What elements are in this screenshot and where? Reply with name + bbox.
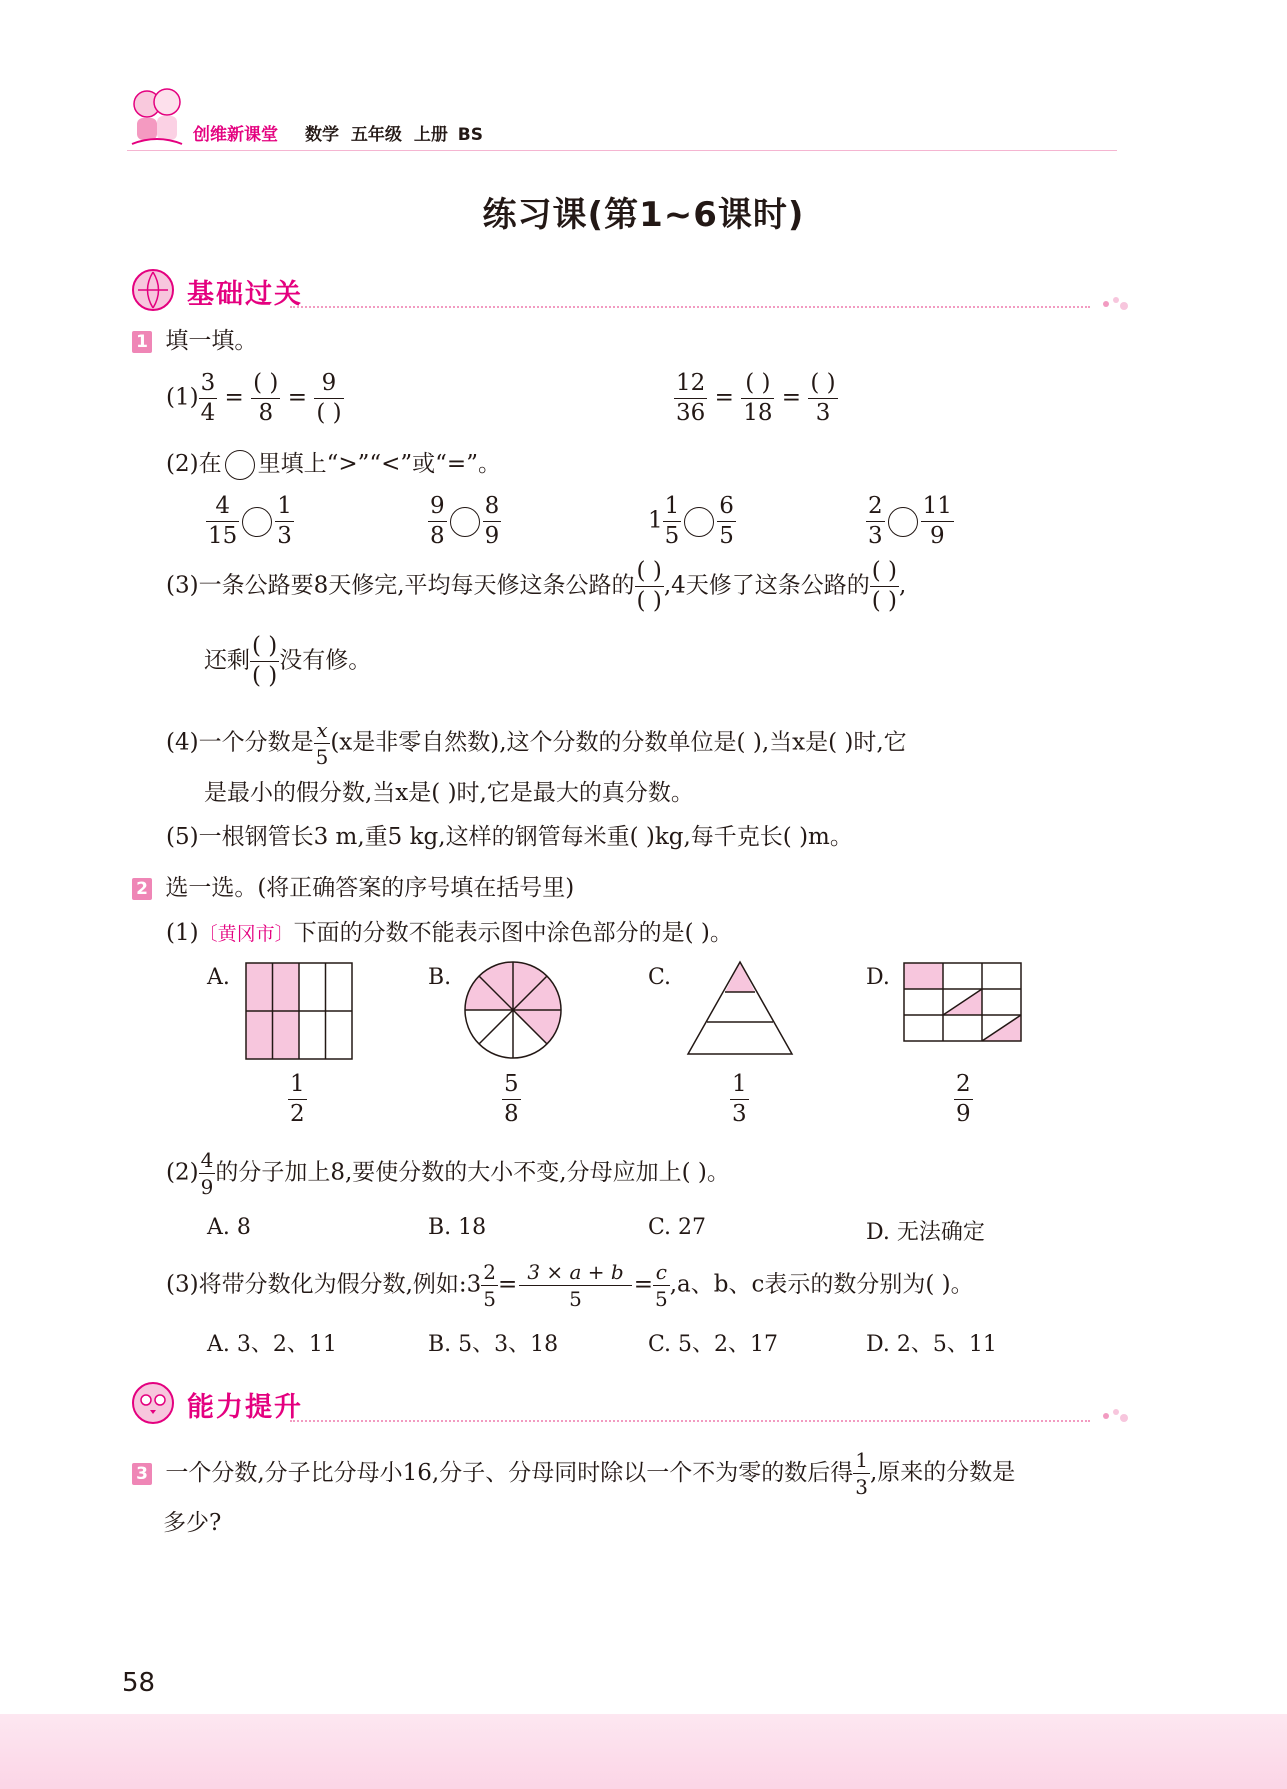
header-rule bbox=[127, 150, 1117, 151]
q1-part3-line1: (3)一条公路要8天修完,平均每天修这条公路的 $\frac{( )}{( )}$ ,4天修了这条公路的 $\frac{( )}{( )}$ , bbox=[166, 558, 907, 614]
dots-icon bbox=[1100, 294, 1130, 320]
q1-part5: (5)一根钢管长3 m,重5 kg,这样的钢管每米重( )kg,每千克长( )m。 bbox=[166, 824, 853, 850]
edition: BS bbox=[457, 125, 483, 145]
q1-part2-text: (2)在 里填上“>”“<”或“=”。 bbox=[166, 450, 501, 480]
header-logo bbox=[127, 82, 187, 152]
compare-circle[interactable] bbox=[888, 507, 918, 537]
section-title-basic: 基础过关 bbox=[187, 279, 303, 310]
fraction: $\frac{x}{5}$ bbox=[315, 718, 329, 769]
dots-icon bbox=[1100, 1406, 1130, 1432]
kids-mascot-icon bbox=[127, 82, 187, 152]
section-title-advanced: 能力提升 bbox=[187, 1392, 303, 1423]
q1-part4-line2: 是最小的假分数,当x是( )时,它是最大的真分数。 bbox=[204, 780, 694, 806]
blank-fraction[interactable]: $\frac{( )}{8}$ bbox=[253, 370, 279, 426]
section-divider-basic bbox=[290, 306, 1090, 308]
fraction: $\frac{3}{4}$ bbox=[200, 370, 216, 426]
blank-fraction[interactable]: $\frac{( )}{( )}$ bbox=[871, 558, 898, 614]
q2-p2-option-b[interactable]: B. 18 bbox=[428, 1215, 487, 1240]
owl-icon bbox=[130, 1380, 176, 1426]
q2-p2-option-d[interactable]: D. 无法确定 bbox=[866, 1220, 985, 1245]
question-label: 填一填。 bbox=[165, 328, 258, 354]
fraction: $\frac{1}{3}$ bbox=[855, 1448, 868, 1499]
circle-icon bbox=[225, 450, 255, 480]
q2-p3-option-c[interactable]: C. 5、2、17 bbox=[648, 1332, 779, 1357]
section-badge-basic bbox=[130, 267, 176, 319]
question-number: 2 bbox=[132, 878, 152, 900]
q2-part3: (3)将带分数化为假分数,例如:3 $\frac{2}{5}$ = $\frac{3 \times a + b}{5}$ = $\frac{c}{5}$ ,a、b、c表示的数分别为( )。 bbox=[166, 1260, 974, 1311]
q2-p2-option-c[interactable]: C. 27 bbox=[648, 1215, 707, 1240]
question-number: 3 bbox=[132, 1463, 152, 1485]
option-a-fraction: $\frac{1}{2}$ bbox=[290, 1071, 305, 1127]
compare-circle[interactable] bbox=[450, 507, 480, 537]
part-tag: (1) bbox=[166, 384, 199, 411]
brand-name: 创维新课堂 bbox=[193, 125, 278, 145]
blank-fraction[interactable]: $\frac{( )}{3}$ bbox=[810, 370, 836, 426]
fraction: $\frac{4}{9}$ bbox=[200, 1148, 214, 1199]
q2-p3-option-d[interactable]: D. 2、5、11 bbox=[866, 1332, 997, 1357]
question-label: 选一选。(将正确答案的序号填在括号里) bbox=[165, 875, 575, 901]
blank-fraction[interactable]: $\frac{( )}{( )}$ bbox=[252, 633, 278, 689]
page-number: 58 bbox=[122, 1668, 156, 1698]
source-tag: 〔黄冈市〕 bbox=[198, 923, 294, 945]
option-b-label[interactable]: B. bbox=[428, 965, 452, 990]
compare-3: 1 $\frac{1}{5}$ $\frac{6}{5}$ bbox=[648, 493, 734, 549]
figure-c-triangle bbox=[686, 960, 794, 1056]
option-d-label[interactable]: D. bbox=[866, 965, 890, 990]
q2-part1: (1)〔黄冈市〕下面的分数不能表示图中涂色部分的是( )。 bbox=[166, 920, 733, 946]
fraction: $\frac{12}{36}$ bbox=[676, 370, 706, 426]
figure-a-grid bbox=[245, 962, 353, 1060]
q2-part2: (2) $\frac{4}{9}$ 的分子加上8,要使分数的大小不变,分母应加上( )。 bbox=[166, 1148, 730, 1199]
grade: 五年级 bbox=[350, 125, 402, 145]
subject: 数学 bbox=[305, 125, 339, 145]
compare-circle[interactable] bbox=[684, 507, 714, 537]
option-c-label[interactable]: C. bbox=[648, 965, 672, 990]
figure-d-grid bbox=[903, 962, 1023, 1042]
q3-line2: 多少? bbox=[163, 1510, 222, 1536]
blank-fraction[interactable]: $\frac{( )}{( )}$ bbox=[636, 558, 662, 614]
q3-line1: 3 一个分数,分子比分母小16,分子、分母同时除以一个不为零的数后得 $\frac{1}{3}$ ,原来的分数是 bbox=[132, 1450, 1015, 1497]
blank-fraction[interactable]: $\frac{( )}{18}$ bbox=[743, 370, 773, 426]
option-d-fraction: $\frac{2}{9}$ bbox=[956, 1071, 971, 1127]
option-c-fraction: $\frac{1}{3}$ bbox=[732, 1071, 747, 1127]
figure-b-pie bbox=[463, 960, 563, 1060]
compare-1: $\frac{4}{15}$ $\frac{1}{3}$ bbox=[208, 493, 292, 549]
compare-2: $\frac{9}{8}$ $\frac{8}{9}$ bbox=[430, 493, 500, 549]
q2-p3-option-a[interactable]: A. 3、2、11 bbox=[207, 1332, 337, 1357]
section-badge-advanced bbox=[130, 1380, 176, 1432]
question-number: 1 bbox=[132, 331, 152, 353]
page-title: 练习课(第1~6课时) bbox=[482, 195, 805, 235]
blank-fraction[interactable]: $\frac{9}{( )}$ bbox=[316, 370, 342, 426]
footer-band bbox=[0, 1714, 1287, 1789]
q2-p3-option-b[interactable]: B. 5、3、18 bbox=[428, 1332, 559, 1357]
compare-circle[interactable] bbox=[242, 507, 272, 537]
q2-p2-option-a[interactable]: A. 8 bbox=[207, 1215, 251, 1240]
section-divider-advanced bbox=[290, 1420, 1090, 1422]
header-meta bbox=[305, 120, 483, 145]
compare-4: $\frac{2}{3}$ $\frac{11}{9}$ bbox=[868, 493, 952, 549]
q2-heading bbox=[132, 877, 574, 900]
q1-part4-line1: (4)一个分数是 $\frac{x}{5}$ (x是非零自然数),这个分数的分数单位是( ),当x是( )时,它 bbox=[166, 718, 907, 769]
option-b-fraction: $\frac{5}{8}$ bbox=[504, 1071, 519, 1127]
volume: 上册 bbox=[413, 125, 448, 145]
q1-heading bbox=[132, 330, 257, 353]
globe-icon bbox=[130, 267, 176, 313]
option-a-label[interactable]: A. bbox=[207, 965, 230, 990]
q1-part1-left: (1) $\frac{3}{4}$ = $\frac{( )}{8}$ = $\frac{9}{( )}$ bbox=[166, 370, 342, 426]
q1-part3-line2: 还剩 $\frac{( )}{( )}$ 没有修。 bbox=[204, 633, 372, 689]
q1-part1-right: $\frac{12}{36}$ = $\frac{( )}{18}$ = $\frac{( )}{3}$ bbox=[676, 370, 836, 426]
